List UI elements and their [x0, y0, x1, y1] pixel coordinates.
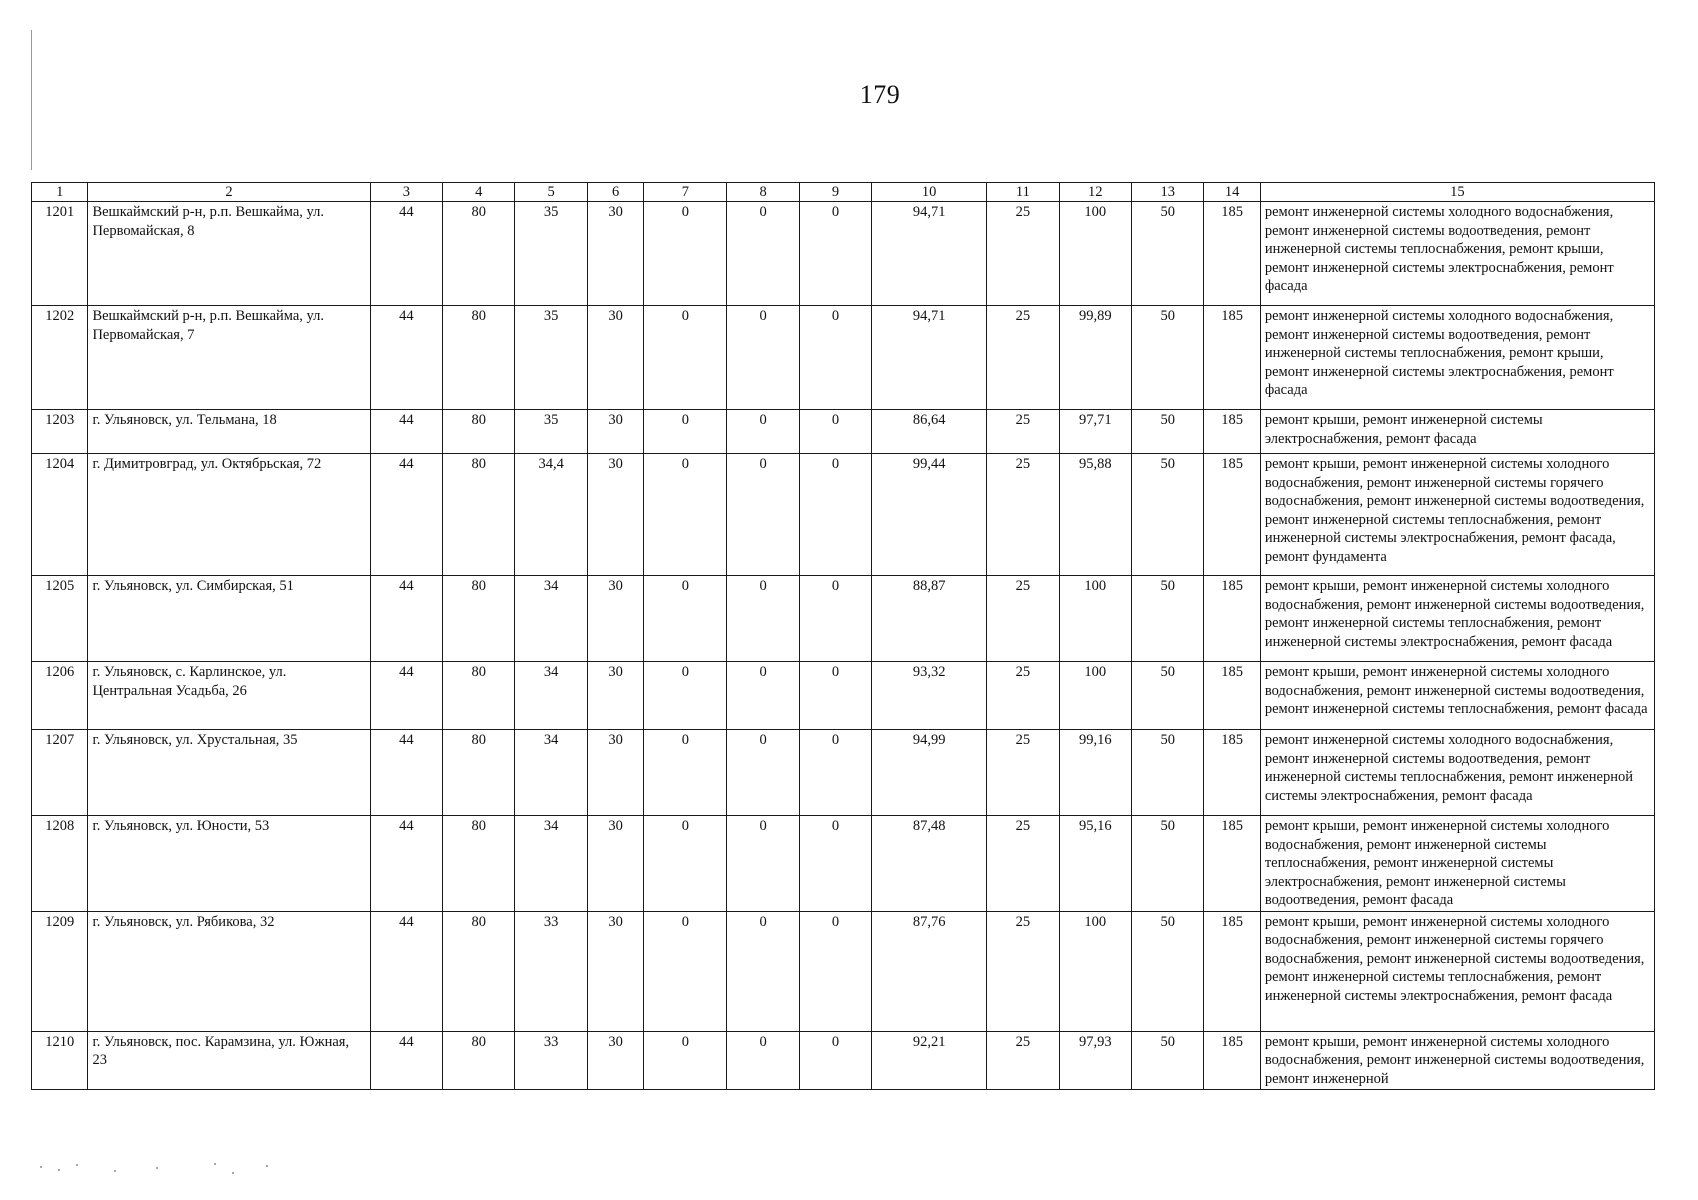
repair-works-cell: ремонт крыши, ремонт инженерной системы холодного водоснабжения, ремонт инженерной системы водоотведения, ремонт инженерной: [1260, 1031, 1654, 1090]
address-cell: г. Ульяновск, ул. Хрустальная, 35: [88, 730, 370, 816]
column-number-10: 10: [872, 183, 987, 202]
column-number-5: 5: [515, 183, 587, 202]
table-row: [32, 410, 1655, 454]
cell-col-9: 0: [799, 662, 871, 730]
cell-col-3: 44: [370, 816, 442, 912]
cell-col-5: 34: [515, 730, 587, 816]
table-row: [32, 816, 1655, 912]
cell-col-11: 25: [987, 454, 1059, 576]
cell-col-5: 34: [515, 576, 587, 662]
row-number-cell: 1204: [32, 454, 88, 576]
cell-col-10: 94,71: [872, 202, 987, 306]
row-number-cell: 1201: [32, 202, 88, 306]
cell-col-3: 44: [370, 1031, 442, 1090]
cell-col-12: 99,89: [1059, 306, 1131, 410]
cell-col-13: 50: [1132, 576, 1204, 662]
cell-col-13: 50: [1132, 1031, 1204, 1090]
row-number-cell: 1209: [32, 911, 88, 1031]
cell-col-8: 0: [727, 202, 799, 306]
cell-col-6: 30: [587, 1031, 643, 1090]
cell-col-8: 0: [727, 410, 799, 454]
cell-col-3: 44: [370, 576, 442, 662]
row-number-cell: 1210: [32, 1031, 88, 1090]
repair-works-cell: ремонт инженерной системы холодного водоснабжения, ремонт инженерной системы водоотведения, ремонт инженерной системы теплоснабжения, ремонт крыши, ремонт инженерной системы электроснабжения, ремонт фасада: [1260, 202, 1654, 306]
table-row: [32, 202, 1655, 306]
cell-col-12: 95,16: [1059, 816, 1131, 912]
cell-col-8: 0: [727, 306, 799, 410]
cell-col-7: 0: [644, 576, 727, 662]
cell-col-4: 80: [443, 454, 515, 576]
column-number-11: 11: [987, 183, 1059, 202]
cell-col-12: 100: [1059, 576, 1131, 662]
cell-col-12: 97,93: [1059, 1031, 1131, 1090]
cell-col-3: 44: [370, 202, 442, 306]
cell-col-6: 30: [587, 730, 643, 816]
cell-col-10: 99,44: [872, 454, 987, 576]
cell-col-4: 80: [443, 730, 515, 816]
cell-col-6: 30: [587, 410, 643, 454]
column-number-8: 8: [727, 183, 799, 202]
cell-col-14: 185: [1204, 816, 1260, 912]
cell-col-7: 0: [644, 454, 727, 576]
cell-col-14: 185: [1204, 911, 1260, 1031]
cell-col-7: 0: [644, 202, 727, 306]
cell-col-11: 25: [987, 730, 1059, 816]
cell-col-4: 80: [443, 410, 515, 454]
column-number-row: [32, 183, 1655, 202]
cell-col-8: 0: [727, 730, 799, 816]
address-cell: Вешкаймский р-н, р.п. Вешкайма, ул. Первомайская, 7: [88, 306, 370, 410]
cell-col-11: 25: [987, 911, 1059, 1031]
cell-col-10: 87,76: [872, 911, 987, 1031]
row-number-cell: 1203: [32, 410, 88, 454]
page-number: 179: [859, 80, 901, 109]
column-number-3: 3: [370, 183, 442, 202]
cell-col-4: 80: [443, 1031, 515, 1090]
cell-col-10: 86,64: [872, 410, 987, 454]
address-cell: г. Ульяновск, ул. Рябикова, 32: [88, 911, 370, 1031]
cell-col-11: 25: [987, 816, 1059, 912]
cell-col-3: 44: [370, 454, 442, 576]
cell-col-3: 44: [370, 410, 442, 454]
cell-col-11: 25: [987, 576, 1059, 662]
cell-col-10: 94,99: [872, 730, 987, 816]
cell-col-4: 80: [443, 306, 515, 410]
cell-col-7: 0: [644, 911, 727, 1031]
cell-col-5: 35: [515, 202, 587, 306]
cell-col-7: 0: [644, 662, 727, 730]
cell-col-12: 100: [1059, 662, 1131, 730]
cell-col-11: 25: [987, 306, 1059, 410]
cell-col-7: 0: [644, 730, 727, 816]
cell-col-10: 92,21: [872, 1031, 987, 1090]
cell-col-13: 50: [1132, 410, 1204, 454]
cell-col-12: 95,88: [1059, 454, 1131, 576]
address-cell: Вешкаймский р-н, р.п. Вешкайма, ул. Первомайская, 8: [88, 202, 370, 306]
cell-col-10: 93,32: [872, 662, 987, 730]
cell-col-10: 94,71: [872, 306, 987, 410]
cell-col-14: 185: [1204, 306, 1260, 410]
repair-registry-table: [31, 182, 1655, 1090]
repair-works-cell: ремонт крыши, ремонт инженерной системы холодного водоснабжения, ремонт инженерной системы горячего водоснабжения, ремонт инженерной системы водоотведения, ремонт инженерной системы теплоснабжения, ремонт инженерной системы электроснабжения, ремонт фасада, ремонт фундамента: [1260, 454, 1654, 576]
cell-col-14: 185: [1204, 576, 1260, 662]
cell-col-9: 0: [799, 816, 871, 912]
table-row: [32, 454, 1655, 576]
cell-col-6: 30: [587, 306, 643, 410]
table-row: [32, 576, 1655, 662]
table-row: [32, 662, 1655, 730]
address-cell: г. Ульяновск, ул. Тельмана, 18: [88, 410, 370, 454]
cell-col-4: 80: [443, 576, 515, 662]
repair-works-cell: ремонт инженерной системы холодного водоснабжения, ремонт инженерной системы водоотведения, ремонт инженерной системы теплоснабжения, ремонт крыши, ремонт инженерной системы электроснабжения, ремонт фасада: [1260, 306, 1654, 410]
cell-col-5: 35: [515, 306, 587, 410]
column-number-15: 15: [1260, 183, 1654, 202]
column-number-6: 6: [587, 183, 643, 202]
row-number-cell: 1202: [32, 306, 88, 410]
cell-col-14: 185: [1204, 662, 1260, 730]
cell-col-14: 185: [1204, 1031, 1260, 1090]
cell-col-8: 0: [727, 576, 799, 662]
column-number-4: 4: [443, 183, 515, 202]
row-number-cell: 1205: [32, 576, 88, 662]
cell-col-12: 100: [1059, 911, 1131, 1031]
cell-col-9: 0: [799, 202, 871, 306]
cell-col-4: 80: [443, 202, 515, 306]
address-cell: г. Ульяновск, с. Карлинское, ул. Центральная Усадьба, 26: [88, 662, 370, 730]
cell-col-8: 0: [727, 911, 799, 1031]
cell-col-9: 0: [799, 454, 871, 576]
cell-col-14: 185: [1204, 202, 1260, 306]
cell-col-3: 44: [370, 911, 442, 1031]
cell-col-3: 44: [370, 662, 442, 730]
cell-col-4: 80: [443, 662, 515, 730]
cell-col-8: 0: [727, 454, 799, 576]
cell-col-11: 25: [987, 1031, 1059, 1090]
table-body: [32, 202, 1655, 1090]
scan-artifacts: [36, 1160, 296, 1180]
row-number-cell: 1208: [32, 816, 88, 912]
cell-col-4: 80: [443, 816, 515, 912]
cell-col-8: 0: [727, 816, 799, 912]
cell-col-6: 30: [587, 576, 643, 662]
cell-col-11: 25: [987, 202, 1059, 306]
cell-col-3: 44: [370, 730, 442, 816]
column-number-14: 14: [1204, 183, 1260, 202]
cell-col-7: 0: [644, 816, 727, 912]
cell-col-12: 100: [1059, 202, 1131, 306]
cell-col-13: 50: [1132, 911, 1204, 1031]
repair-works-cell: ремонт крыши, ремонт инженерной системы холодного водоснабжения, ремонт инженерной системы горячего водоснабжения, ремонт инженерной системы водоотведения, ремонт инженерной системы теплоснабжения, ремонт инженерной системы электроснабжения, ремонт фасада: [1260, 911, 1654, 1031]
cell-col-6: 30: [587, 662, 643, 730]
cell-col-10: 87,48: [872, 816, 987, 912]
column-number-7: 7: [644, 183, 727, 202]
cell-col-5: 33: [515, 911, 587, 1031]
address-cell: г. Ульяновск, пос. Карамзина, ул. Южная, 23: [88, 1031, 370, 1090]
cell-col-5: 33: [515, 1031, 587, 1090]
table-row: [32, 911, 1655, 1031]
cell-col-5: 35: [515, 410, 587, 454]
cell-col-9: 0: [799, 306, 871, 410]
repair-works-cell: ремонт крыши, ремонт инженерной системы холодного водоснабжения, ремонт инженерной системы теплоснабжения, ремонт инженерной системы электроснабжения, ремонт инженерной системы водоотведения, ремонт фасада: [1260, 816, 1654, 912]
cell-col-13: 50: [1132, 202, 1204, 306]
table-row: [32, 730, 1655, 816]
cell-col-6: 30: [587, 202, 643, 306]
cell-col-4: 80: [443, 911, 515, 1031]
cell-col-9: 0: [799, 1031, 871, 1090]
cell-col-14: 185: [1204, 730, 1260, 816]
address-cell: г. Ульяновск, ул. Симбирская, 51: [88, 576, 370, 662]
cell-col-11: 25: [987, 662, 1059, 730]
address-cell: г. Димитровград, ул. Октябрьская, 72: [88, 454, 370, 576]
cell-col-13: 50: [1132, 306, 1204, 410]
cell-col-13: 50: [1132, 662, 1204, 730]
cell-col-11: 25: [987, 410, 1059, 454]
cell-col-13: 50: [1132, 816, 1204, 912]
cell-col-7: 0: [644, 410, 727, 454]
cell-col-13: 50: [1132, 454, 1204, 576]
cell-col-8: 0: [727, 662, 799, 730]
cell-col-6: 30: [587, 816, 643, 912]
address-cell: г. Ульяновск, ул. Юности, 53: [88, 816, 370, 912]
cell-col-5: 34,4: [515, 454, 587, 576]
column-number-2: 2: [88, 183, 370, 202]
cell-col-14: 185: [1204, 454, 1260, 576]
column-number-1: 1: [32, 183, 88, 202]
cell-col-9: 0: [799, 410, 871, 454]
cell-col-8: 0: [727, 1031, 799, 1090]
column-number-9: 9: [799, 183, 871, 202]
cell-col-9: 0: [799, 911, 871, 1031]
cell-col-12: 99,16: [1059, 730, 1131, 816]
cell-col-9: 0: [799, 730, 871, 816]
cell-col-5: 34: [515, 662, 587, 730]
cell-col-6: 30: [587, 911, 643, 1031]
row-number-cell: 1207: [32, 730, 88, 816]
table-row: [32, 1031, 1655, 1090]
cell-col-6: 30: [587, 454, 643, 576]
cell-col-7: 0: [644, 306, 727, 410]
repair-works-cell: ремонт крыши, ремонт инженерной системы холодного водоснабжения, ремонт инженерной системы водоотведения, ремонт инженерной системы теплоснабжения, ремонт фасада: [1260, 662, 1654, 730]
cell-col-10: 88,87: [872, 576, 987, 662]
cell-col-13: 50: [1132, 730, 1204, 816]
column-number-12: 12: [1059, 183, 1131, 202]
cell-col-14: 185: [1204, 410, 1260, 454]
repair-works-cell: ремонт крыши, ремонт инженерной системы холодного водоснабжения, ремонт инженерной системы водоотведения, ремонт инженерной системы теплоснабжения, ремонт инженерной системы электроснабжения, ремонт фасада: [1260, 576, 1654, 662]
repair-works-cell: ремонт инженерной системы холодного водоснабжения, ремонт инженерной системы водоотведения, ремонт инженерной системы теплоснабжения, ремонт инженерной системы электроснабжения, ремонт фасада: [1260, 730, 1654, 816]
cell-col-9: 0: [799, 576, 871, 662]
column-number-13: 13: [1132, 183, 1204, 202]
table-row: [32, 306, 1655, 410]
repair-works-cell: ремонт крыши, ремонт инженерной системы электроснабжения, ремонт фасада: [1260, 410, 1654, 454]
row-number-cell: 1206: [32, 662, 88, 730]
cell-col-7: 0: [644, 1031, 727, 1090]
cell-col-12: 97,71: [1059, 410, 1131, 454]
cell-col-3: 44: [370, 306, 442, 410]
cell-col-5: 34: [515, 816, 587, 912]
